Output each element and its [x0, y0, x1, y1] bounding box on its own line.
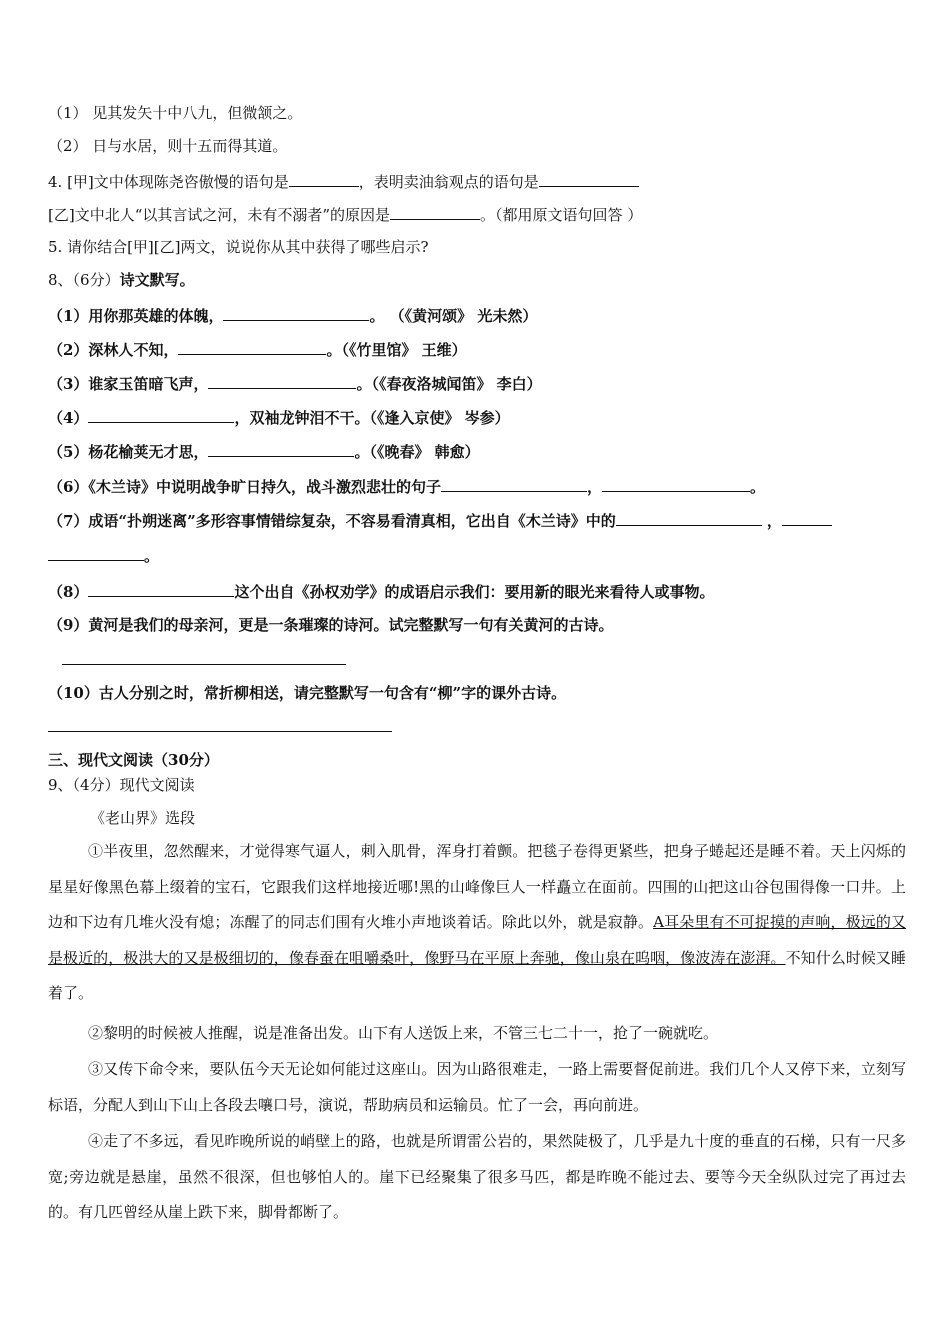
- poem-item-9: （9）黄河是我们的母亲河，更是一条璀璨的诗河。试完整默写一句有关黄河的古诗。: [48, 616, 614, 634]
- question-5: 5. 请你结合[甲][乙]两文，说说你从其中获得了哪些启示?: [48, 238, 429, 256]
- passage-title: 《老山界》选段: [90, 809, 196, 827]
- poem-item-1: [48, 304, 537, 326]
- poem-item-5-prompt: （5）杨花榆荚无才思，: [48, 443, 209, 461]
- question-9-heading: 9、（4分）现代文阅读: [48, 776, 195, 794]
- poem-item-5: [48, 440, 480, 462]
- paragraph-1-ending: 不知什么时候又睡着了。: [48, 948, 906, 1002]
- passage-paragraph-3: ③又传下命令来，要队伍今天无论如何能过这座山。因为山路很难走，一路上需要督促前进。我们几个人又停下来，立刻写标语，分配人到山下山上各段去嚷口号，演说，帮助病员和运输员。忙了一会，再向前进。: [48, 1060, 906, 1114]
- period: 。: [749, 478, 765, 496]
- poem-item-4: [48, 406, 510, 428]
- comma: ，: [586, 478, 602, 496]
- answer-blank[interactable]: [782, 509, 832, 526]
- poem-item-8-text: 这个出自《孙权劝学》的成语启示我们：要用新的眼光来看待人或事物。: [234, 583, 715, 601]
- translation-item-1: （1） 见其发矢十中八九，但微颔之。: [48, 104, 303, 122]
- answer-blank[interactable]: [539, 170, 639, 187]
- question-4-line-1: [48, 170, 639, 192]
- question-4-prompt-d: 。（都用原文语句回答 ）: [480, 206, 643, 224]
- answer-blank[interactable]: [48, 544, 144, 561]
- poem-item-2-source: 。（《竹里馆》 王维）: [326, 341, 467, 359]
- poem-item-1-source: 。 （《黄河颂》 光未然）: [369, 307, 538, 325]
- question-4-prompt-c: [乙]文中北人“以其言试之河，未有不溺者”的原因是: [48, 206, 391, 224]
- poem-item-10: （10）古人分别之时，常折柳相送，请完整默写一句含有“柳”字的课外古诗。: [48, 684, 567, 702]
- question-8-heading: [48, 270, 195, 290]
- poem-item-3-source: 。（《春夜洛城闻笛》 李白）: [356, 375, 542, 393]
- comma: ，: [761, 512, 782, 530]
- poem-item-6: [48, 475, 765, 497]
- passage-paragraph-1: [48, 834, 906, 1012]
- question-8-number: 8、（6分）: [48, 271, 120, 289]
- question-8-title: 诗文默写。: [119, 271, 195, 289]
- question-4-line-2: [48, 203, 642, 225]
- poem-item-8-prompt: （8）: [48, 583, 89, 601]
- question-4-prompt-a: 4. [甲]文中体现陈尧咨傲慢的语句是: [48, 173, 289, 191]
- passage-paragraph-2: ②黎明的时候被人推醒，说是准备出发。山下有人送饭上来，不管三七二十一，抢了一碗就吃。: [88, 1024, 719, 1042]
- answer-blank[interactable]: [208, 440, 354, 457]
- poem-item-7-prompt: （7）成语“扑朔迷离”多形容事情错综复杂，不容易看清真相，它出自《木兰诗》中的: [48, 512, 616, 530]
- paragraph-1-text: ①半夜里，忽然醒来，才觉得寒气逼人，刺入肌骨，浑身打着颤。把毯子卷得更紧些，把身子蜷起还是睡不着。天上闪烁的星星好像黑色幕上缀着的宝石，它跟我们这样地接近哪!黑的山峰像巨人一样矗立在面前。四围的山把这山谷包围得像一口井。上边和下边有几堆火没有熄；冻醒了的同志们围有火堆小声地谈着话。除此以外，就是寂静。: [48, 842, 906, 931]
- answer-blank[interactable]: [178, 338, 326, 355]
- answer-blank[interactable]: [88, 580, 234, 597]
- answer-blank[interactable]: [602, 475, 750, 492]
- poem-item-7: [48, 509, 832, 531]
- passage-paragraph-4: ④走了不多远，看见昨晚所说的峭壁上的路，也就是所谓雷公岩的，果然陡极了，几乎是九十度的垂直的石梯，只有一尺多宽;旁边就是悬崖，虽然不很深，但也够怕人的。崖下已经聚集了很多马匹，都是昨晚不能过去、要等今天全纵队过完了再过去的。有几匹曾经从崖上跌下来，脚骨都断了。: [48, 1132, 906, 1221]
- poem-item-8: [48, 580, 714, 602]
- answer-blank[interactable]: [289, 170, 359, 187]
- poem-item-3-prompt: （3）谁家玉笛暗飞声，: [48, 375, 209, 393]
- period: 。: [144, 547, 160, 565]
- poem-item-6-prompt: （6）《木兰诗》中说明战争旷日持久，战斗激烈悲壮的句子: [48, 478, 441, 496]
- poem-item-2-prompt: （2）深林人不知，: [48, 341, 179, 359]
- poem-item-4-prompt: （4）: [48, 409, 89, 427]
- poem-item-3: [48, 372, 542, 394]
- answer-line[interactable]: [48, 731, 392, 732]
- answer-blank[interactable]: [223, 304, 369, 321]
- poem-item-7-continued: [48, 544, 159, 566]
- answer-blank[interactable]: [441, 475, 587, 492]
- poem-item-1-prompt: （1）用你那英雄的体魄，: [48, 307, 224, 325]
- question-4-prompt-b: ，表明卖油翁观点的语句是: [358, 173, 539, 191]
- translation-item-2: （2） 日与水居，则十五而得其道。: [48, 137, 288, 155]
- poem-item-4-source: ，双袖龙钟泪不干。（《逢入京使》 岑参）: [234, 409, 510, 427]
- answer-blank[interactable]: [616, 509, 762, 526]
- answer-blank[interactable]: [208, 372, 356, 389]
- underlined-sentence-a: A耳朵里有不可捉摸的声响，极远的又是极近的，极洪大的又是极细切的，像春蚕在咀嚼桑叶，像野马在平原上奔驰，像山泉在呜咽，像波涛在澎湃。: [48, 913, 906, 967]
- answer-line[interactable]: [62, 664, 346, 665]
- poem-item-5-source: 。（《晚春》 韩愈）: [354, 443, 480, 461]
- answer-blank[interactable]: [88, 406, 234, 423]
- answer-blank[interactable]: [390, 203, 480, 220]
- section-3-title: 三、现代文阅读（30分）: [48, 751, 219, 769]
- poem-item-2: [48, 338, 467, 360]
